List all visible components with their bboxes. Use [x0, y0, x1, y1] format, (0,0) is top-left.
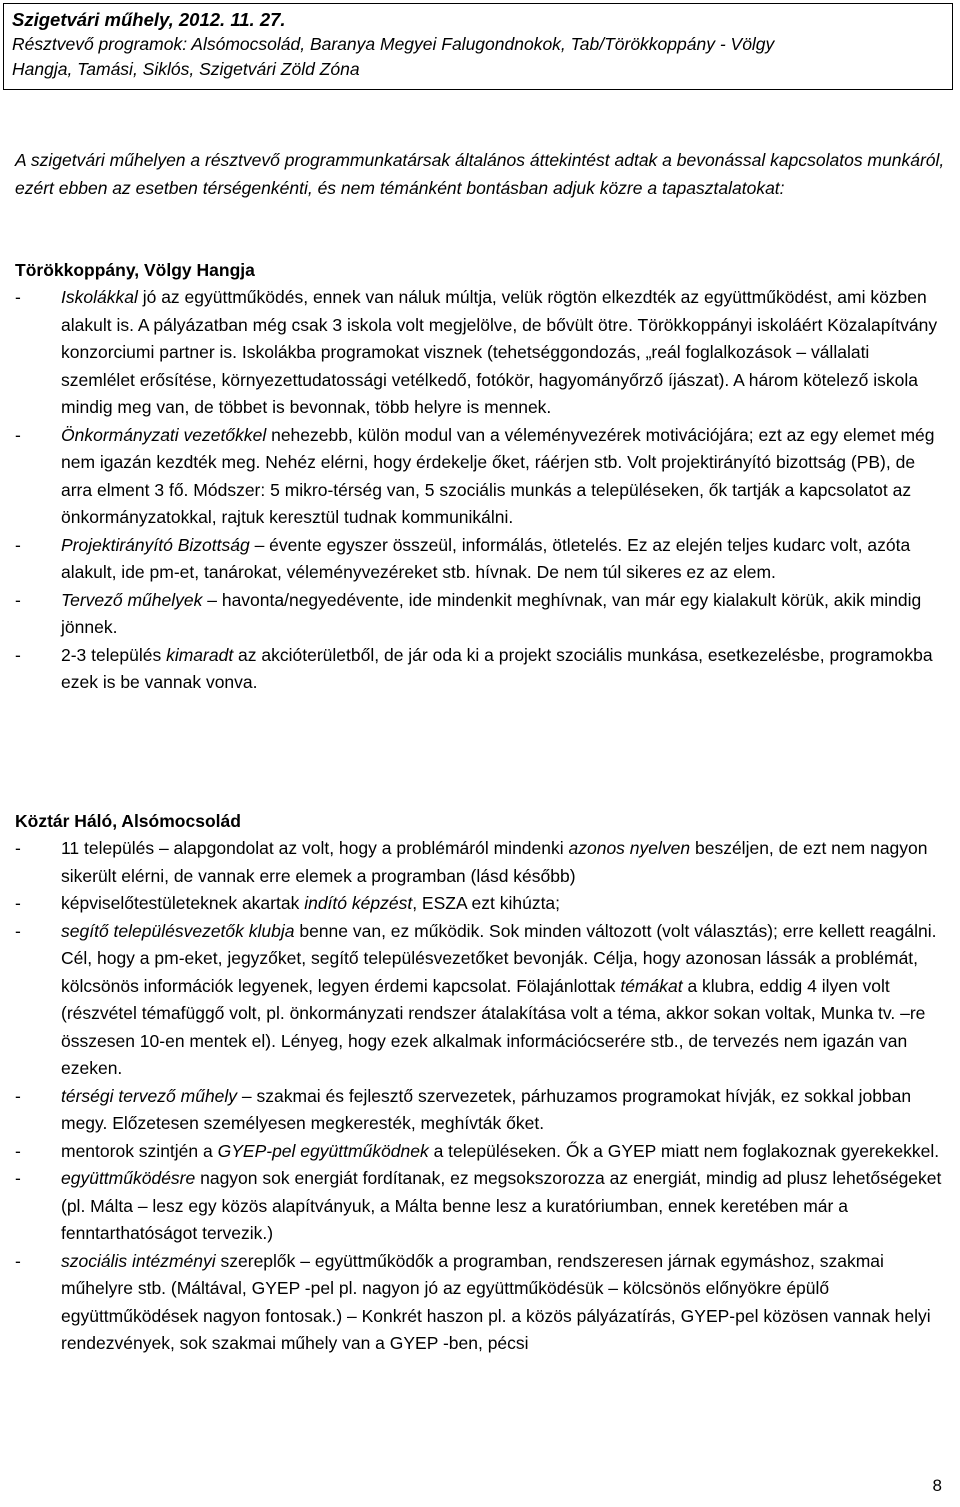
list-item: - mentorok szintjén a GYEP-pel együttműködnek a településeken. Ők a GYEP miatt nem foglakoznak gyerekekkel.	[15, 1140, 940, 1161]
header-date-line: Szigetvári műhely, 2012. 11. 27.	[12, 9, 286, 30]
list-item: - Projektirányító Bizottság – évente egyszer összeül, informálás, ötletelés. Ez az elején teljes kudarc volt, azóta alakult, ide pm-et, tanárokat, véleményvezéreket stb. hívnak. De nem túl sikeres ez az elem.	[15, 534, 911, 582]
bullet-list	[15, 835, 945, 1358]
section-title: Köztár Háló, Alsómocsolád	[15, 811, 241, 831]
list-item: - szociális intézményi szereplők – együttműködők a programban, rendszeresen járnak egymáshoz, szakmai műhelyre stb. (Máltával, GYEP -pel pl. nagyon jó az együttműködésük – kölcsönös előnyökre épülő együttműködések nagyon fontosak.) – Konkrét haszon pl. a közös pályázatírás, GYEP-pel közösen vannak helyi rendezvények, sok szakmai műhely van a GYEP -ben, pécsi	[15, 1250, 931, 1353]
list-item: - Önkormányzati vezetőkkel nehezebb, külön modul van a véleményvezérek motivációjára; ezt az egy elemet még nem igazán kezdték meg. Nehéz elérni, hogy érdekelje őket, ráérjen stb. Volt projektirányító bizottság (PB), de arra elment 3 fő. Módszer: 5 mikro-térség van, 5 szociális munkás a településeken, ők tartják a kapcsolatot az önkormányzatokkal, rajtuk keresztül tudnak kommunikálni.	[15, 424, 935, 527]
list-item: - térségi tervező műhely – szakmai és fejlesztő szervezetek, párhuzamos programokat hívják, ez sokkal jobban megy. Előzetesen személyesen megkeresték, meghívták őket.	[15, 1085, 912, 1133]
list-item: - 11 település – alapgondolat az volt, hogy a problémáról mindenki azonos nyelven beszéljen, de ezt nem nagyon sikerült elérni, de vannak erre elemek a programban (lásd később)	[15, 838, 928, 886]
section-koztar-halo	[15, 807, 945, 1358]
list-item: - képviselőtestületeknek akartak indító képzést, ESZA ezt kihúzta;	[15, 893, 561, 913]
list-item: - Iskolákkal jó az együttműködés, ennek van náluk múltja, velük rögtön elkezdték az együttműködést, ami közben alakult is. A pályázatban még csak 3 iskola volt megjelölve, de bővült ötre. Törökkoppányi iskoláért Közalapítvány konzorciumi partner is. Iskolákba programokat visznek (tehetséggondozás, „reál foglalkozások – vállalati szemlélet erősítése, környezettudatossági vetélkedő, fotókör, hagyományőrző íjászat). A három kötelező iskola mindig meg van, de többet is bevonnak, több helyre is mennek.	[15, 287, 938, 417]
header-participants-line-2: Hangja, Tamási, Siklós, Szigetvári Zöld Zóna	[12, 59, 360, 79]
page-number: 8	[932, 1476, 942, 1495]
document-header-box	[3, 3, 953, 90]
list-item: - Tervező műhelyek – havonta/negyedévente, ide mindenkit meghívnak, van már egy kialakult körük, akik mindig jönnek.	[15, 589, 922, 637]
section-torokkoppany	[15, 256, 945, 697]
header-participants-line-1: Résztvevő programok: Alsómocsolád, Baranya Megyei Falugondnokok, Tab/Törökkoppány - Völgy	[12, 34, 775, 54]
section-title: Törökkoppány, Völgy Hangja	[15, 260, 255, 280]
list-item: - 2-3 település kimaradt az akcióterületből, de jár oda ki a projekt szociális munkása, esetkezelésbe, programokba ezek is be vannak vonva.	[15, 644, 933, 692]
intro-paragraph: A szigetvári műhelyen a résztvevő programmunkatársak általános áttekintést adtak a bevonással kapcsolatos munkáról, ezért ebben az esetben térségenkénti, és nem témánként bontásban adjuk közre a tapasztalatokat:	[15, 150, 945, 198]
bullet-list	[15, 284, 945, 697]
list-item: - segítő településvezetők klubja benne van, ez működik. Sok minden változott (volt választás); erre kellett reagálni. Cél, hogy a pm-eket, jegyzőket, segítő településvezetőket bevonják. Célja, hogy azonosan lássák a problémát, kölcsönös információk legyenek, legyen érdemi kapcsolat. Fölajánlottak témákat a klubra, eddig 4 ilyen volt (részvétel témafüggő volt, pl. önkormányzati rendszer átalakítása volt a téma, akkor sokan voltak, Munka tv. –re összesen 10-en mentek el). Lényeg, hogy ezek alkalmak információcserére stb., de tervezés nem igazán van ezeken.	[15, 920, 937, 1078]
list-item: - együttműködésre nagyon sok energiát fordítanak, ez megsokszorozza az energiát, mindig ad plusz lehetőségeket (pl. Málta – lesz egy közös alapítványuk, a Málta benne lesz a kuratóriumban, ennek keretében már a fenntarthatóságot tervezik.)	[15, 1168, 942, 1243]
